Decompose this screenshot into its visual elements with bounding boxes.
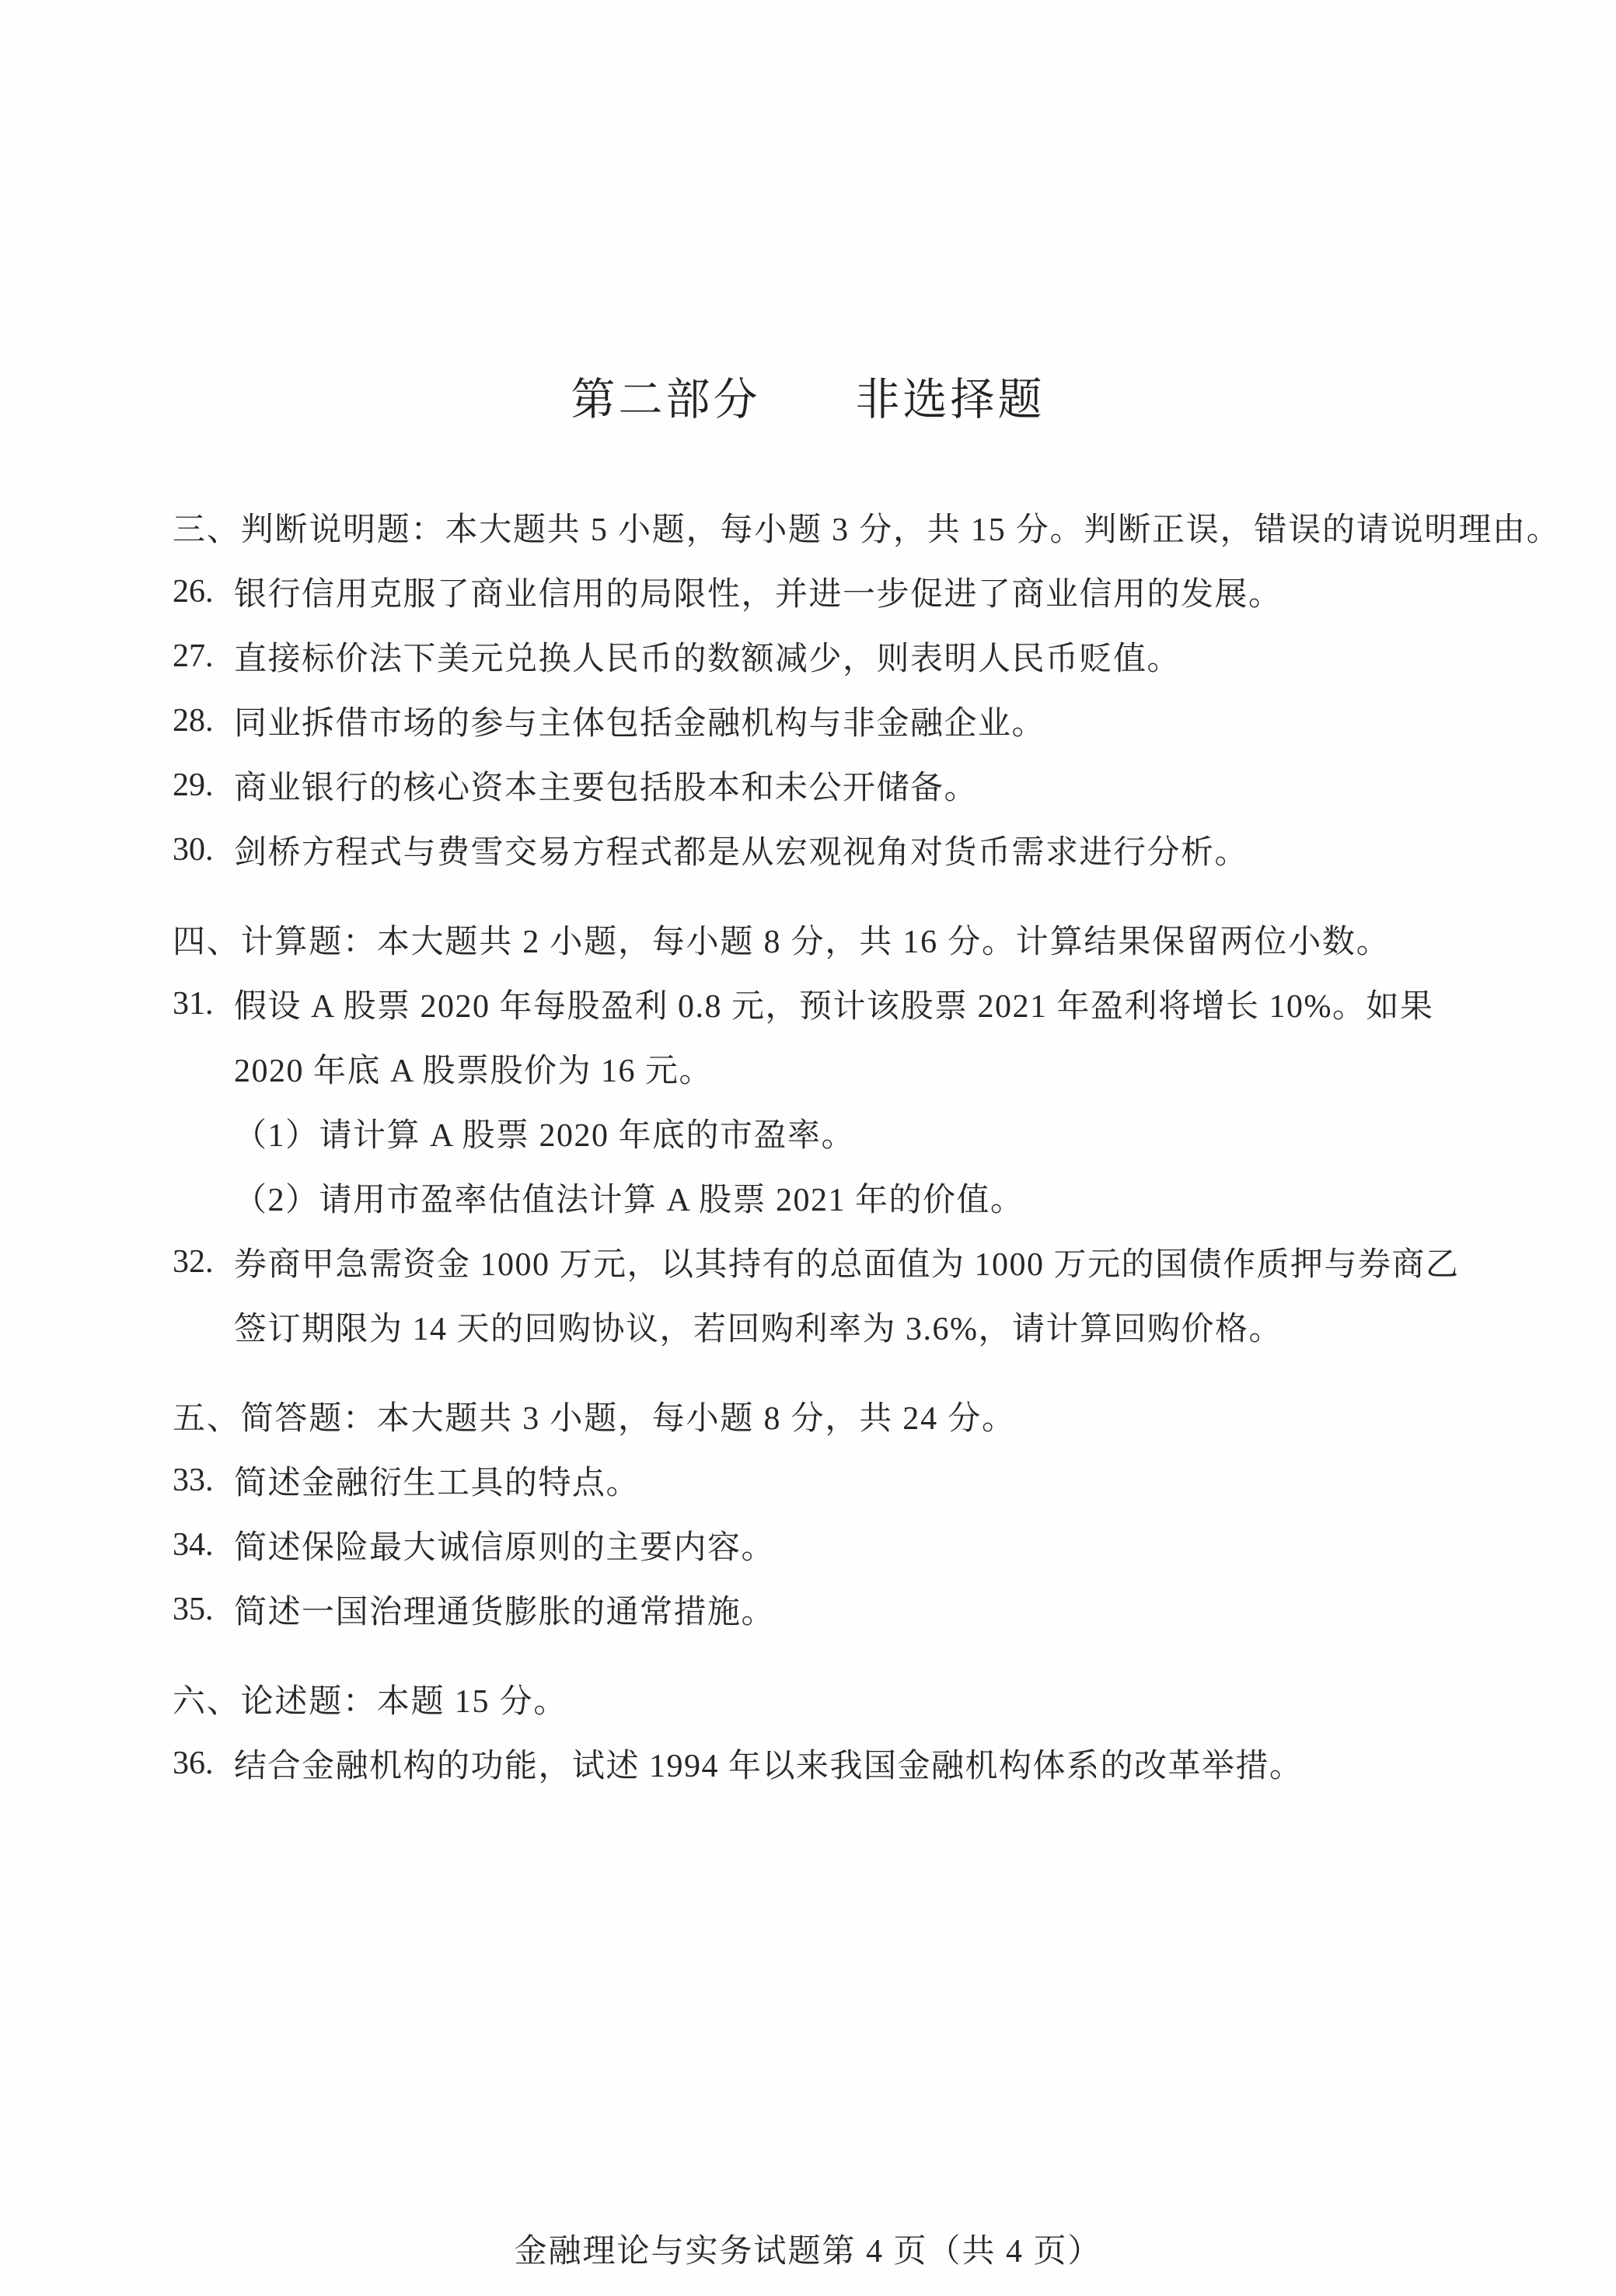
question-row: [173, 1448, 1471, 1512]
section-short-answer: [173, 1383, 1471, 1641]
question-row: [173, 688, 1471, 753]
question-text: （2）请用市盈率估值法计算 A 股票 2021 年的价值。: [234, 1182, 1024, 1218]
question-number: 33.: [173, 1462, 214, 1498]
question-number: 34.: [173, 1526, 214, 1563]
question-text: 假设 A 股票 2020 年每股盈利 0.8 元，预计该股票 2021 年盈利将增长 10%。如果: [234, 988, 1434, 1025]
question-text: 2020 年底 A 股票股价为 16 元。: [234, 1053, 714, 1089]
question-row: [173, 817, 1471, 882]
question-text: 券商甲急需资金 1000 万元，以其持有的总面值为 1000 万元的国债作质押与券商乙: [234, 1246, 1460, 1283]
question-text: 简述一国治理通货膨胀的通常措施。: [234, 1594, 776, 1630]
question-row: [173, 1294, 1471, 1358]
section-judgement: [173, 494, 1561, 882]
question-text: 简述保险最大诚信原则的主要内容。: [234, 1529, 776, 1566]
question-row: [173, 1577, 1471, 1641]
section-header: [173, 907, 1471, 971]
section-header-text: 五、简答题：本大题共 3 小题，每小题 8 分，共 24 分。: [173, 1400, 1016, 1437]
question-number: 27.: [173, 638, 214, 674]
section-header: [173, 494, 1561, 559]
question-row: [173, 971, 1471, 1036]
question-text: 签订期限为 14 天的回购协议，若回购利率为 3.6%，请计算回购价格。: [234, 1311, 1283, 1347]
exam-content: [173, 494, 1561, 1795]
question-row: [173, 1731, 1471, 1795]
question-number: 32.: [173, 1243, 214, 1280]
section-calculation: [173, 907, 1471, 1358]
question-number: 35.: [173, 1591, 214, 1627]
question-number: 26.: [173, 573, 214, 610]
question-text: 同业拆借市场的参与主体包括金融机构与非金融企业。: [234, 705, 1046, 742]
question-text: 结合金融机构的功能，试述 1994 年以来我国金融机构体系的改革举措。: [234, 1748, 1304, 1784]
question-number: 29.: [173, 767, 214, 803]
question-number: 28.: [173, 702, 214, 739]
question-row: [173, 1100, 1471, 1165]
question-number: 31.: [173, 985, 214, 1022]
section-header-text: 六、论述题：本题 15 分。: [173, 1683, 568, 1720]
question-row: [173, 624, 1471, 688]
question-number: 30.: [173, 831, 214, 868]
question-row: [173, 1229, 1471, 1294]
question-text: 简述金融衍生工具的特点。: [234, 1465, 640, 1501]
question-row: [173, 1165, 1471, 1229]
section-header-text: 四、计算题：本大题共 2 小题，每小题 8 分，共 16 分。计算结果保留两位小数。: [173, 924, 1391, 960]
question-row: [173, 753, 1471, 817]
question-row: [173, 559, 1471, 624]
section-essay: [173, 1666, 1471, 1795]
page-footer: 金融理论与实务试题第 4 页（共 4 页）: [514, 2234, 1102, 2270]
question-row: [173, 1036, 1471, 1100]
question-text: 直接标价法下美元兑换人民币的数额减少，则表明人民币贬值。: [234, 641, 1181, 677]
section-header-text: 三、判断说明题：本大题共 5 小题，每小题 3 分，共 15 分。判断正误，错误的请说明理由。: [173, 512, 1561, 548]
question-row: [173, 1512, 1471, 1577]
page-title: 第二部分 非选择题: [571, 376, 1045, 425]
question-text: 银行信用克服了商业信用的局限性，并进一步促进了商业信用的发展。: [234, 576, 1283, 613]
question-text: 剑桥方程式与费雪交易方程式都是从宏观视角对货币需求进行分析。: [234, 834, 1249, 871]
section-header: [173, 1666, 1471, 1731]
section-header: [173, 1383, 1471, 1448]
question-text: （1）请计算 A 股票 2020 年底的市盈率。: [234, 1117, 856, 1154]
question-text: 商业银行的核心资本主要包括股本和未公开储备。: [234, 770, 979, 806]
question-number: 36.: [173, 1745, 214, 1781]
